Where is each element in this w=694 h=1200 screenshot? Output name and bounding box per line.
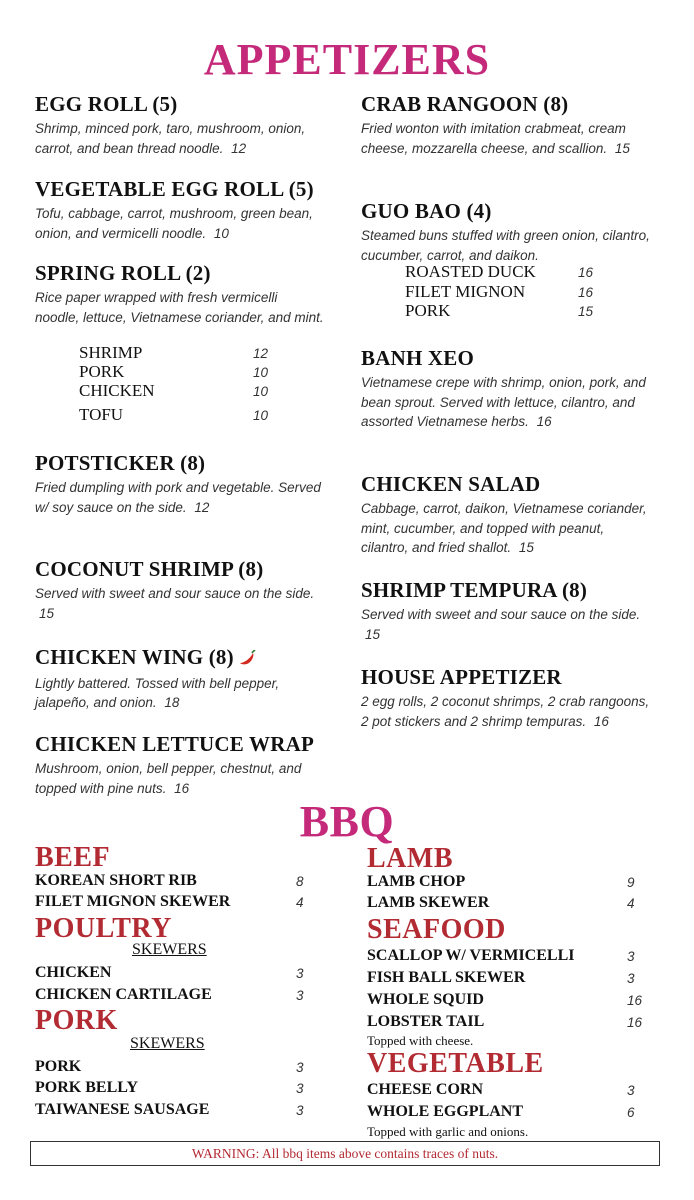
bbq-item: LOBSTER TAIL bbox=[367, 1013, 485, 1030]
item-price: 15 bbox=[39, 605, 55, 621]
warning-box bbox=[30, 1141, 660, 1166]
bbq-price: 3 bbox=[296, 1060, 304, 1075]
menu-item-guo-bao bbox=[361, 199, 651, 265]
item-price: 15 bbox=[518, 540, 534, 555]
option-label: CHICKEN bbox=[79, 381, 155, 400]
menu-item-potsticker bbox=[35, 451, 325, 517]
bbq-item: PORK bbox=[35, 1058, 82, 1075]
category-poultry: POULTRY bbox=[35, 913, 172, 944]
option-price: 10 bbox=[253, 384, 269, 399]
bbq-item: LAMB CHOP bbox=[367, 873, 466, 890]
item-price: 16 bbox=[174, 780, 190, 796]
item-price: 10 bbox=[213, 225, 229, 241]
item-description: Fried wonton with imitation crabmeat, cream cheese, mozzarella cheese, and scallion. 15 bbox=[361, 121, 630, 156]
option-price: 10 bbox=[253, 408, 269, 423]
item-note: Topped with garlic and onions. bbox=[367, 1124, 529, 1139]
bbq-price: 3 bbox=[296, 966, 304, 981]
bbq-item: CHICKEN bbox=[35, 964, 112, 981]
bbq-item: TAIWANESE SAUSAGE bbox=[35, 1101, 210, 1118]
bbq-item: SCALLOP W/ VERMICELLI bbox=[367, 947, 575, 964]
item-description: Mushroom, onion, bell pepper, chestnut, and topped with pine nuts. 16 bbox=[35, 761, 302, 796]
item-description: Rice paper wrapped with fresh vermicelli noodle, lettuce, Vietnamese coriander, and mint. bbox=[35, 290, 324, 325]
category-seafood: SEAFOOD bbox=[367, 914, 506, 945]
item-description: Shrimp, minced pork, taro, mushroom, onion, carrot, and bean thread noodle. 12 bbox=[35, 121, 306, 156]
skewers-subheading: SKEWERS bbox=[132, 941, 207, 958]
item-price: 12 bbox=[231, 140, 247, 156]
option-label: SHRIMP bbox=[79, 343, 143, 362]
item-price: 16 bbox=[536, 414, 552, 429]
menu-item-egg-roll bbox=[35, 92, 325, 158]
item-name: EGG ROLL (5) bbox=[35, 92, 178, 116]
bbq-price: 16 bbox=[627, 1015, 643, 1030]
item-price: 16 bbox=[593, 713, 609, 729]
option-label: ROASTED DUCK bbox=[405, 262, 536, 281]
option-price: 16 bbox=[578, 265, 594, 280]
bbq-price: 8 bbox=[296, 874, 304, 889]
category-lamb: LAMB bbox=[367, 843, 453, 874]
bbq-item: LAMB SKEWER bbox=[367, 894, 490, 911]
bbq-heading: BBQ bbox=[299, 797, 395, 846]
item-description: Lightly battered. Tossed with bell pepper, jalapeño, and onion. 18 bbox=[35, 675, 280, 711]
option-price: 15 bbox=[578, 304, 594, 319]
bbq-item: KOREAN SHORT RIB bbox=[35, 872, 197, 889]
item-price: 18 bbox=[164, 695, 180, 711]
option-price: 16 bbox=[578, 285, 594, 300]
item-description: Vietnamese crepe with shrimp, onion, pork, and bean sprout. Served with lettuce, cilantro, and assorted Vietnamese herbs. 16 bbox=[361, 375, 646, 429]
category-pork: PORK bbox=[35, 1005, 118, 1036]
bbq-price: 6 bbox=[627, 1105, 635, 1120]
bbq-price: 9 bbox=[627, 875, 635, 890]
bbq-price: 3 bbox=[296, 988, 304, 1003]
item-name: GUO BAO (4) bbox=[361, 199, 492, 223]
bbq-price: 3 bbox=[296, 1103, 304, 1118]
item-description: Served with sweet and sour sauce on the side. 15 bbox=[35, 586, 315, 621]
menu-item-spring-roll bbox=[35, 261, 325, 327]
bbq-price: 3 bbox=[627, 949, 635, 964]
bbq-item: WHOLE EGGPLANT bbox=[367, 1103, 524, 1120]
bbq-price: 16 bbox=[627, 993, 643, 1008]
option-price: 10 bbox=[253, 365, 269, 380]
item-name: COCONUT SHRIMP (8) bbox=[35, 557, 264, 581]
menu-item-vegetable-egg-roll bbox=[35, 177, 325, 243]
item-name: HOUSE APPETIZER bbox=[361, 665, 562, 689]
menu-item-house-appetizer bbox=[361, 665, 651, 731]
item-name: BANH XEO bbox=[361, 346, 475, 370]
item-description: Steamed buns stuffed with green onion, cilantro, cucumber, carrot, and daikon. bbox=[361, 228, 650, 263]
bbq-item: PORK BELLY bbox=[35, 1079, 138, 1096]
item-name: SHRIMP TEMPURA (8) bbox=[361, 578, 588, 602]
bbq-item: FISH BALL SKEWER bbox=[367, 969, 526, 986]
option-price: 12 bbox=[253, 346, 269, 361]
item-description: 2 egg rolls, 2 coconut shrimps, 2 crab rangoons, 2 pot stickers and 2 shrimp tempuras. 16 bbox=[361, 694, 650, 729]
item-note: Topped with cheese. bbox=[367, 1033, 474, 1048]
item-description: Fried dumpling with pork and vegetable. Served w/ soy sauce on the side. 12 bbox=[35, 480, 321, 515]
bbq-price: 3 bbox=[627, 971, 635, 986]
chili-pepper-icon bbox=[238, 647, 256, 672]
menu-item-chicken-wing bbox=[35, 645, 325, 713]
bbq-item: WHOLE SQUID bbox=[367, 991, 484, 1008]
item-description: Served with sweet and sour sauce on the side. 15 bbox=[361, 607, 641, 642]
item-name: CHICKEN WING (8) bbox=[35, 645, 325, 672]
item-price: 15 bbox=[614, 140, 630, 156]
menu-item-crab-rangoon bbox=[361, 92, 651, 158]
menu-item-chicken-lettuce-wrap bbox=[35, 732, 325, 798]
menu-item-shrimp-tempura bbox=[361, 578, 651, 644]
item-description: Tofu, cabbage, carrot, mushroom, green bean, onion, and vermicelli noodle. 10 bbox=[35, 206, 313, 241]
item-name: POTSTICKER (8) bbox=[35, 451, 206, 475]
bbq-price: 3 bbox=[296, 1081, 304, 1096]
option-label: PORK bbox=[405, 301, 451, 320]
bbq-price: 3 bbox=[627, 1083, 635, 1098]
item-price: 12 bbox=[194, 499, 210, 515]
category-vegetable: VEGETABLE bbox=[367, 1048, 544, 1079]
option-label: FILET MIGNON bbox=[405, 282, 526, 301]
menu-item-chicken-salad bbox=[361, 472, 651, 558]
option-label: PORK bbox=[79, 362, 125, 381]
menu-item-coconut-shrimp bbox=[35, 557, 325, 623]
bbq-price: 4 bbox=[627, 896, 635, 911]
bbq-item: CHICKEN CARTILAGE bbox=[35, 986, 212, 1003]
bbq-item: FILET MIGNON SKEWER bbox=[35, 893, 231, 910]
item-name: SPRING ROLL (2) bbox=[35, 261, 211, 285]
item-price: 15 bbox=[365, 626, 381, 642]
category-beef: BEEF bbox=[35, 842, 111, 873]
menu-item-banh-xeo bbox=[361, 346, 651, 432]
item-name: CHICKEN SALAD bbox=[361, 472, 541, 496]
skewers-subheading: SKEWERS bbox=[130, 1035, 205, 1052]
item-name: CHICKEN LETTUCE WRAP bbox=[35, 732, 314, 756]
item-name: CRAB RANGOON (8) bbox=[361, 92, 569, 116]
bbq-item: CHEESE CORN bbox=[367, 1081, 484, 1098]
option-label: TOFU bbox=[79, 405, 124, 424]
appetizers-heading: APPETIZERS bbox=[203, 35, 491, 84]
item-description: Cabbage, carrot, daikon, Vietnamese coriander, mint, cucumber, and topped with peanut, cilantro, and fried shallot. 15 bbox=[361, 501, 647, 555]
bbq-price: 4 bbox=[296, 895, 304, 910]
item-name: VEGETABLE EGG ROLL (5) bbox=[35, 177, 314, 201]
warning-text: WARNING: All bbq items above contains traces of nuts. bbox=[191, 1146, 499, 1161]
